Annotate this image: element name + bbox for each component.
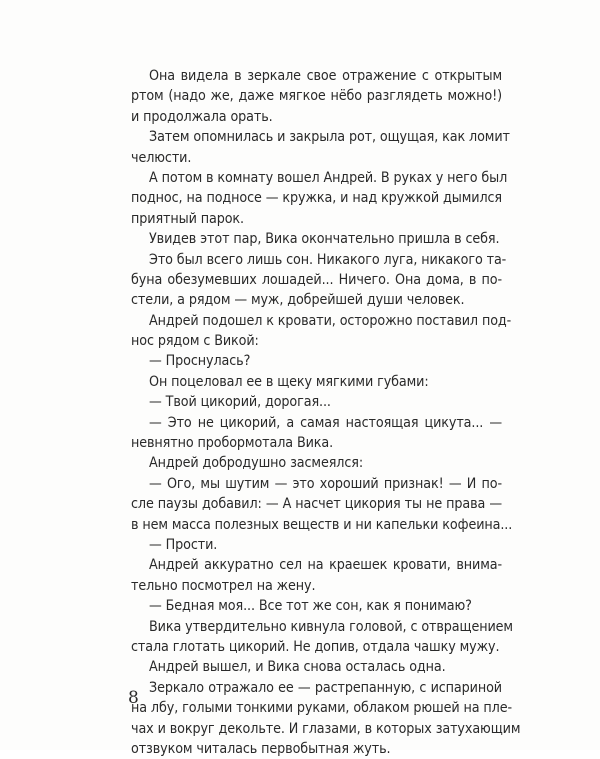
- text-line: приятный парок.: [131, 210, 244, 227]
- text-line: сле паузы добавил: — А насчет цикория ты не права —: [131, 496, 502, 513]
- body-text: [131, 66, 521, 759]
- text-line: Он поцеловал ее в щеку мягкими губами:: [149, 373, 429, 390]
- text-line: отзвуком читалась первобытная жуть.: [131, 740, 391, 757]
- text-line: тельно посмотрел на жену.: [131, 577, 316, 594]
- text-line: чах и вокруг декольте. И глазами, в которых затухающим: [131, 720, 521, 737]
- text-line: на лбу, голыми тонкими руками, облаком рюшей на пле-: [131, 700, 512, 717]
- text-line: челюсти.: [131, 149, 192, 166]
- text-line: буна обезумевших лошадей... Ничего. Она дома, в по-: [131, 271, 502, 288]
- text-line: Андрей подошел к кровати, осторожно поставил под-: [149, 312, 512, 329]
- text-line: Андрей добродушно засмеялся:: [149, 455, 364, 472]
- text-line: — Это не цикорий, а самая настоящая цикута... —: [149, 414, 502, 431]
- text-line: нос рядом с Викой:: [131, 333, 259, 350]
- text-line: Она видела в зеркале свое отражение с открытым: [149, 68, 502, 84]
- text-line: поднос, на подносе — кружка, и над кружкой дымился: [131, 190, 502, 207]
- text-line: стели, а рядом — муж, добрейшей души человек.: [131, 292, 465, 309]
- text-line: и продолжала орать.: [131, 108, 273, 125]
- text-line: Зеркало отражало ее — растрепанную, с испариной: [149, 679, 502, 696]
- text-line: Андрей вышел, и Вика снова осталась одна.: [149, 659, 446, 676]
- text-line: Андрей аккуратно сел на краешек кровати, внима-: [149, 557, 502, 574]
- text-line: — Ого, мы шутим — это хороший признак! — И по-: [149, 475, 502, 492]
- text-line: невнятно пробормотала Вика.: [131, 435, 334, 452]
- text-line: — Твой цикорий, дорогая...: [149, 394, 331, 411]
- text-line: ртом (надо же, даже мягкое нёбо разглядеть можно!): [131, 88, 502, 105]
- text-line: Затем опомнилась и закрыла рот, ощущая, как ломит: [149, 129, 510, 146]
- text-line: Это был всего лишь сон. Никакого луга, никакого та-: [149, 251, 507, 268]
- text-line: А потом в комнату вошел Андрей. В руках у него был: [149, 169, 508, 186]
- text-line: Увидев этот пар, Вика окончательно пришла в себя.: [149, 231, 500, 248]
- page-number: 8: [128, 688, 139, 708]
- text-line: стала глотать цикорий. Не допив, отдала чашку мужу.: [131, 638, 500, 655]
- text-line: в нем масса полезных веществ и ни капельки кофеина...: [131, 516, 513, 533]
- text-line: Вика утвердительно кивнула головой, с отвращением: [149, 618, 513, 635]
- text-line: — Бедная моя... Все тот же сон, как я понимаю?: [149, 598, 472, 615]
- text-line: — Проснулась?: [149, 353, 251, 370]
- text-line: — Прости.: [149, 536, 218, 553]
